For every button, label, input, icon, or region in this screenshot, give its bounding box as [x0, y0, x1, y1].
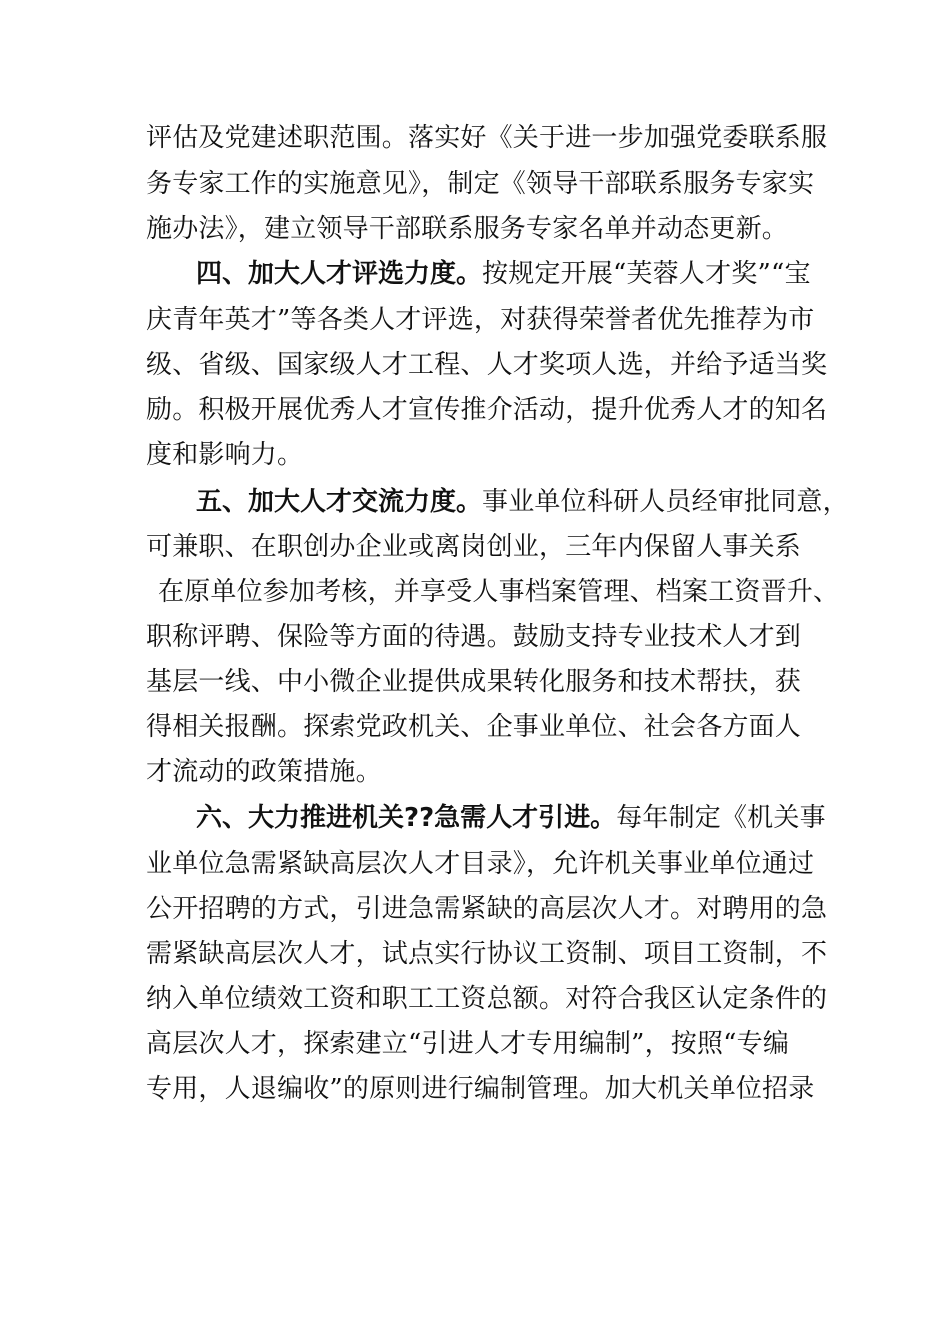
paragraph-line: 纳入单位绩效工资和职工工资总额。对符合我区认定条件的 — [146, 984, 828, 1014]
paragraph-line: 励。积极开展优秀人才宣传推介活动，提升优秀人才的知名 — [146, 395, 828, 425]
paragraph-line: 在原单位参加考核，并享受人事档案管理、档案工资晋升、 — [158, 577, 840, 607]
paragraph-line: 级、省级、国家级人才工程、人才奖项人选，并给予适当奖 — [146, 350, 828, 380]
paragraph-line: 六、大力推进机关??急需人才引进。每年制定《机关事 — [196, 803, 826, 833]
section-heading: 六、大力推进机关??急需人才引进。 — [196, 803, 617, 833]
section-heading: 五、加大人才交流力度。 — [196, 487, 483, 517]
paragraph-line: 施办法》，建立领导干部联系服务专家名单并动态更新。 — [146, 214, 789, 244]
paragraph-line: 公开招聘的方式，引进急需紧缺的高层次人才。对聘用的急 — [146, 894, 828, 924]
paragraph-line: 五、加大人才交流力度。事业单位科研人员经审批同意， — [196, 487, 849, 517]
paragraph-line: 四、加大人才评选力度。按规定开展“芙蓉人才奖”“宝 — [196, 259, 811, 289]
paragraph-line: 庆青年英才”等各类人才评选，对获得荣誉者优先推荐为市 — [146, 305, 815, 335]
paragraph-line: 职称评聘、保险等方面的待遇。鼓励支持专业技术人才到 — [146, 622, 802, 652]
paragraph-line: 评估及党建述职范围。落实好《关于进一步加强党委联系服 — [146, 123, 828, 153]
paragraph-line: 基层一线、中小微企业提供成果转化服务和技术帮扶，获 — [146, 667, 802, 697]
paragraph-line: 专用，人退编收”的原则进行编制管理。加大机关单位招录 — [146, 1074, 815, 1104]
paragraph-line: 业单位急需紧缺高层次人才目录》，允许机关事业单位通过 — [146, 849, 815, 879]
paragraph-line: 才流动的政策措施。 — [146, 757, 382, 787]
paragraph-line: 可兼职、在职创办企业或离岗创业，三年内保留人事关系 — [146, 532, 802, 562]
paragraph-line: 务专家工作的实施意见》，制定《领导干部联系服务专家实 — [146, 169, 815, 199]
paragraph-line: 高层次人才，探索建立“引进人才专用编制”，按照“专编 — [146, 1029, 790, 1059]
paragraph-line: 度和影响力。 — [146, 440, 304, 470]
paragraph-line: 需紧缺高层次人才，试点实行协议工资制、项目工资制，不 — [146, 939, 828, 969]
section-heading: 四、加大人才评选力度。 — [196, 259, 483, 289]
paragraph-line: 得相关报酬。探索党政机关、企事业单位、社会各方面人 — [146, 712, 802, 742]
